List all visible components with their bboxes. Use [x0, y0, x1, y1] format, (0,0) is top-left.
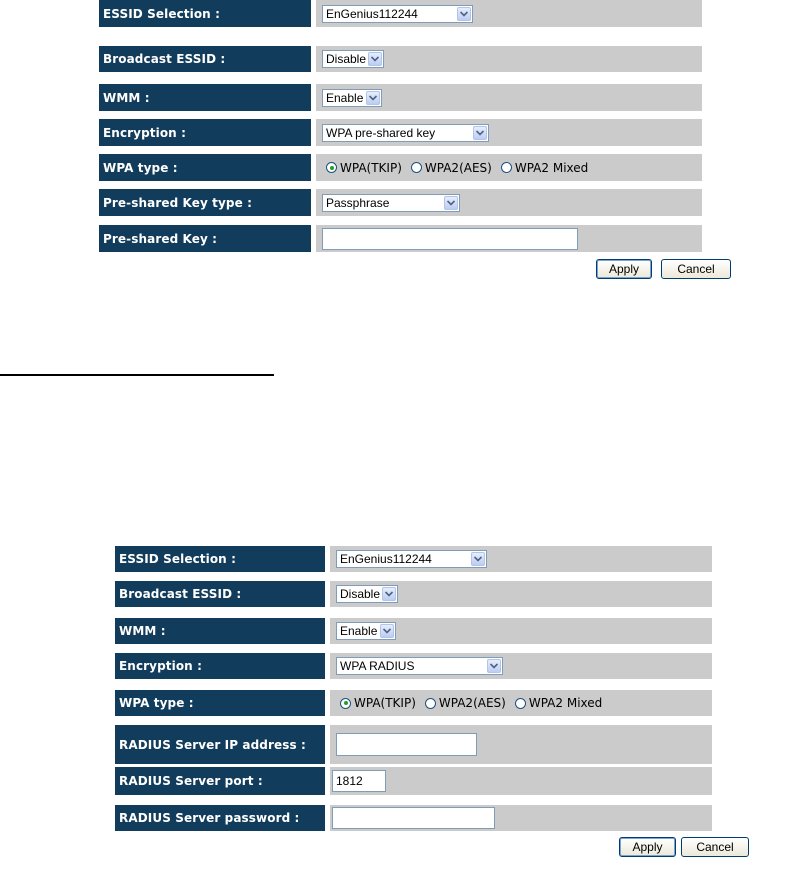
- essid-cell: [330, 546, 712, 572]
- essid-row: [115, 546, 712, 572]
- wpa2-aes-label: WPA2(AES): [438, 696, 506, 710]
- radius-password-input[interactable]: [332, 807, 495, 829]
- wmm-select-value: Enable: [326, 90, 364, 105]
- encryption-cell: [316, 119, 702, 146]
- broadcast-essid-label: Broadcast ESSID :: [115, 581, 325, 607]
- radius-ip-input[interactable]: [336, 733, 477, 756]
- encryption-label: Encryption :: [99, 119, 311, 146]
- broadcast-essid-label: Broadcast ESSID :: [99, 46, 311, 72]
- radio-unselected-icon[interactable]: [425, 698, 436, 709]
- dropdown-arrow-icon[interactable]: [471, 552, 485, 566]
- radius-password-row: [115, 805, 712, 831]
- wpa-tkip-radio[interactable]: [326, 161, 402, 175]
- wpa2-mixed-radio[interactable]: [501, 161, 588, 175]
- radius-password-cell: [330, 805, 712, 831]
- wmm-row: [115, 618, 712, 644]
- radius-ip-label: RADIUS Server IP address :: [115, 725, 325, 764]
- essid-row: [99, 0, 702, 27]
- radius-port-row: [115, 767, 712, 795]
- cancel-button[interactable]: Cancel: [681, 837, 749, 857]
- broadcast-essid-select[interactable]: [336, 585, 398, 603]
- wpa-type-radio-group: [326, 161, 597, 175]
- psk-cell: [316, 225, 702, 252]
- broadcast-essid-select-value: Disable: [340, 587, 381, 601]
- encryption-select-value: WPA RADIUS: [340, 659, 415, 673]
- psk-type-select[interactable]: [322, 194, 460, 212]
- psk-label: Pre-shared Key :: [99, 225, 311, 252]
- wpa2-aes-label: WPA2(AES): [424, 160, 492, 175]
- radio-unselected-icon[interactable]: [411, 162, 422, 173]
- radius-ip-row: [115, 725, 712, 764]
- apply-button[interactable]: Apply: [619, 837, 676, 857]
- radius-port-label: RADIUS Server port :: [115, 767, 325, 795]
- essid-cell: [316, 0, 702, 27]
- wpa-tkip-radio[interactable]: [340, 696, 416, 710]
- dropdown-arrow-icon[interactable]: [457, 7, 471, 21]
- broadcast-essid-select[interactable]: [322, 50, 384, 68]
- wmm-cell: [316, 84, 702, 111]
- dropdown-arrow-icon[interactable]: [366, 91, 380, 105]
- encryption-row: [115, 653, 712, 679]
- dropdown-arrow-icon[interactable]: [380, 624, 394, 638]
- essid-select-value: EnGenius112244: [340, 552, 432, 566]
- psk-row: [99, 225, 702, 252]
- wpa-type-label: WPA type :: [99, 154, 311, 181]
- essid-label: ESSID Selection :: [99, 0, 311, 27]
- wpa-type-cell: [330, 690, 712, 716]
- broadcast-essid-select-value: Disable: [326, 52, 367, 66]
- wmm-row: [99, 84, 702, 111]
- radius-port-input[interactable]: 1812: [332, 770, 386, 792]
- radius-password-label: RADIUS Server password :: [115, 805, 325, 831]
- wpa2-mixed-label: WPA2 Mixed: [528, 696, 603, 710]
- broadcast-essid-cell: [316, 46, 702, 72]
- encryption-select[interactable]: [322, 124, 489, 142]
- wmm-select-value: Enable: [340, 624, 378, 638]
- wmm-label: WMM :: [99, 84, 311, 111]
- radius-ip-cell: [330, 725, 712, 764]
- psk-input[interactable]: [322, 228, 578, 250]
- wpa2-mixed-label: WPA2 Mixed: [514, 160, 589, 175]
- psk-type-row: [99, 189, 702, 216]
- wpa-type-radio-group: [340, 696, 611, 710]
- apply-button[interactable]: Apply: [596, 259, 652, 279]
- broadcast-essid-row: [115, 581, 712, 607]
- wpa-psk-settings-panel: [99, 0, 739, 290]
- wpa-type-label: WPA type :: [115, 690, 325, 716]
- encryption-select-value: WPA pre-shared key: [326, 125, 436, 140]
- psk-type-label: Pre-shared Key type :: [99, 189, 311, 216]
- radio-unselected-icon[interactable]: [515, 698, 526, 709]
- radio-unselected-icon[interactable]: [501, 162, 512, 173]
- dropdown-arrow-icon[interactable]: [487, 659, 501, 673]
- section-divider: [0, 374, 274, 376]
- wmm-select[interactable]: [322, 89, 382, 107]
- wpa2-aes-radio[interactable]: [411, 161, 492, 175]
- essid-select[interactable]: [336, 550, 487, 568]
- encryption-cell: [330, 653, 712, 679]
- broadcast-essid-row: [99, 46, 702, 72]
- psk-type-cell: [316, 189, 702, 216]
- encryption-row: [99, 119, 702, 146]
- wpa-tkip-label: WPA(TKIP): [354, 696, 416, 710]
- wpa-type-cell: [316, 154, 702, 181]
- radius-port-cell: [330, 767, 712, 795]
- wmm-cell: [330, 618, 712, 644]
- broadcast-essid-cell: [330, 581, 712, 607]
- wpa-type-row: [99, 154, 702, 181]
- radio-selected-icon[interactable]: [340, 698, 351, 709]
- dropdown-arrow-icon[interactable]: [444, 196, 458, 210]
- encryption-label: Encryption :: [115, 653, 325, 679]
- wpa2-aes-radio[interactable]: [425, 696, 506, 710]
- cancel-button[interactable]: Cancel: [661, 259, 731, 279]
- wpa-type-row: [115, 690, 712, 716]
- essid-select[interactable]: [322, 5, 473, 23]
- radio-selected-icon[interactable]: [326, 162, 337, 173]
- wmm-select[interactable]: [336, 622, 396, 640]
- wpa-radius-settings-panel: [115, 546, 755, 866]
- dropdown-arrow-icon[interactable]: [382, 587, 396, 601]
- wpa2-mixed-radio[interactable]: [515, 696, 602, 710]
- essid-label: ESSID Selection :: [115, 546, 325, 572]
- wmm-label: WMM :: [115, 618, 325, 644]
- psk-type-select-value: Passphrase: [326, 195, 390, 210]
- dropdown-arrow-icon[interactable]: [368, 52, 382, 66]
- essid-select-value: EnGenius112244: [326, 6, 418, 21]
- dropdown-arrow-icon[interactable]: [473, 126, 487, 140]
- wpa-tkip-label: WPA(TKIP): [340, 160, 402, 175]
- encryption-select[interactable]: [336, 657, 503, 675]
